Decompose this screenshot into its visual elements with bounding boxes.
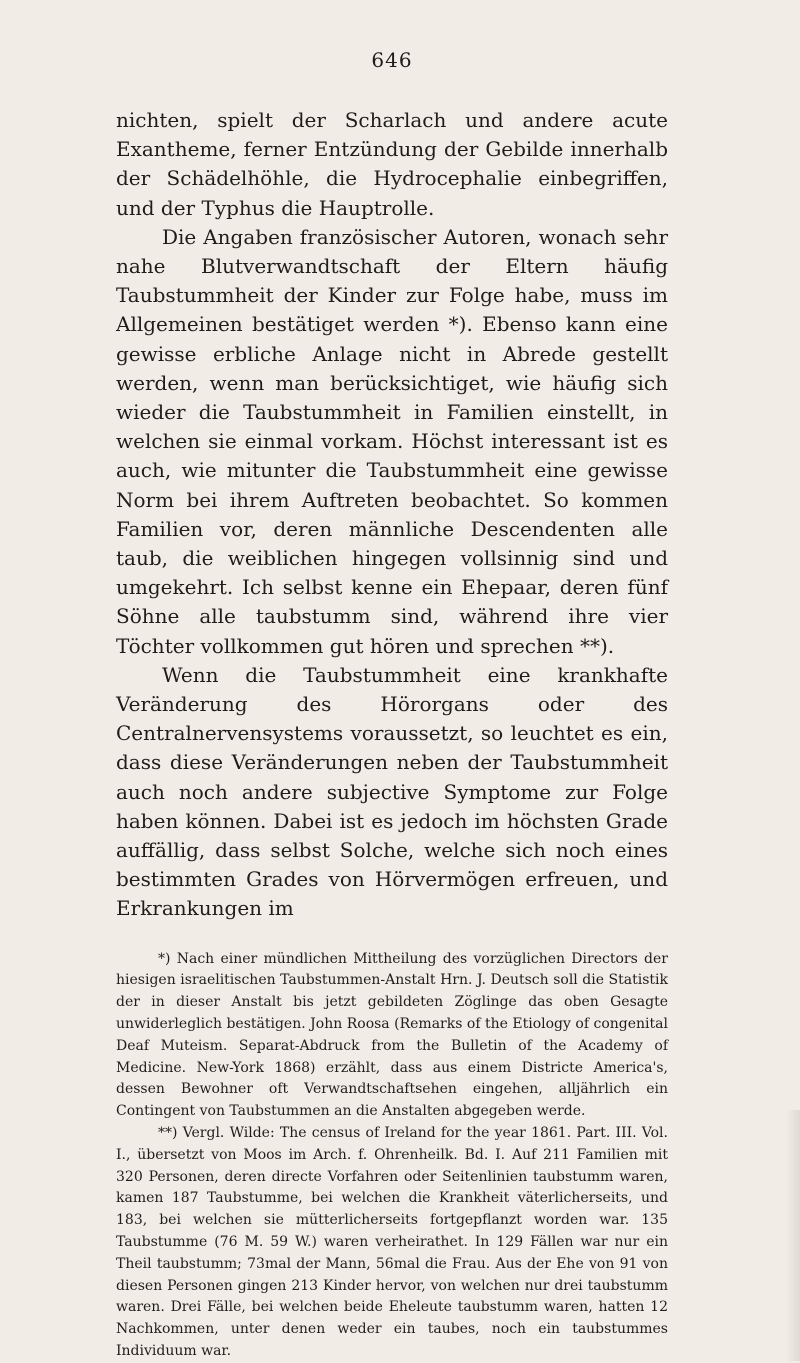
page-number: 646 [371, 48, 413, 72]
main-text [116, 106, 668, 924]
paragraph-2: Die Angaben französischer Autoren, wonach sehr nahe Blutverwandtschaft der Eltern häufig Taubstummheit der Kinder zur Folge habe, muss im Allgemeinen bestätiget werden *). Ebenso kann eine gewisse erbliche Anlage nicht in Abrede gestellt werden, wenn man berücksichtiget, wie häufig sich wieder die Taubstummheit in Familien einstellt, in welchen sie einmal vorkam. Höchst interessant ist es auch, wie mitunter die Taubstummheit eine gewisse Norm bei ihrem Auftreten beobachtet. So kommen Familien vor, deren männliche Descendenten alle taub, die weiblichen hingegen vollsinnig sind und umgekehrt. Ich selbst kenne ein Ehepaar, deren fünf Söhne alle taubstumm sind, während ihre vier Töchter vollkommen gut hören und sprechen **). [116, 224, 668, 658]
footnote-1: *) Nach einer mündlichen Mittheilung des vorzüglichen Directors der hiesigen israelitischen Taubstummen-Anstalt Hrn. J. Deutsch soll die Statistik der in dieser Anstalt bis jetzt gebildeten Zöglinge das oben Gesagte unwiderleglich bestätigen. John Roosa (Remarks of the Etiology of congenital Deaf Muteism. Separat-Abdruck from the Bulletin of the Academy of Medicine. New-York 1868) erzählt, dass aus einem Districte America's, dessen Bewohner oft Verwandtschaftsehen eingehen, alljährlich ein Contingent von Taubstummen an die Anstalten abgegeben werde. [116, 950, 668, 1120]
footnote-2: **) Vergl. Wilde: The census of Ireland for the year 1861. Part. III. Vol. I., übersetzt von Moos im Arch. f. Ohrenheilk. Bd. I. Auf 211 Familien mit 320 Personen, deren directe Vorfahren oder Seitenlinien taubstumm waren, kamen 187 Taubstumme, bei welchen die Krankheit väterlicherseits, und 183, bei welchen sie mütterlicherseits fortgepflanzt worden war. 135 Taubstumme (76 M. 59 W.) waren verheirathet. In 129 Fällen war nur ein Theil taubstumm; 73mal der Mann, 56mal die Frau. Aus der Ehe von 91 von diesen Personen gingen 213 Kinder hervor, von welchen nur drei taubstumm waren. Drei Fälle, bei welchen beide Eheleute taubstumm waren, hatten 12 Nachkommen, unter denen weder ein taubes, noch ein taubstummes Individuum war. [116, 1125, 668, 1360]
page-edge-shadow [786, 1110, 800, 1361]
footnotes [116, 949, 668, 1363]
paragraph-3: Wenn die Taubstummheit eine krankhafte Veränderung des Hörorgans oder des Centralnervensystems voraussetzt, so leuchtet es ein, dass diese Veränderungen neben der Taubstummheit auch noch andere subjective Symptome zur Folge haben können. Dabei ist es jedoch im höchsten Grade auffällig, dass selbst Solche, welche sich noch eines bestimmten Grades von Hörvermögen erfreuen, und Erkrankungen im [116, 662, 668, 921]
paragraph-1: nichten, spielt der Scharlach und andere acute Exantheme, ferner Entzündung der Gebilde innerhalb der Schädelhöhle, die Hydrocephalie einbegriffen, und der Typhus die Hauptrolle. [116, 108, 668, 220]
